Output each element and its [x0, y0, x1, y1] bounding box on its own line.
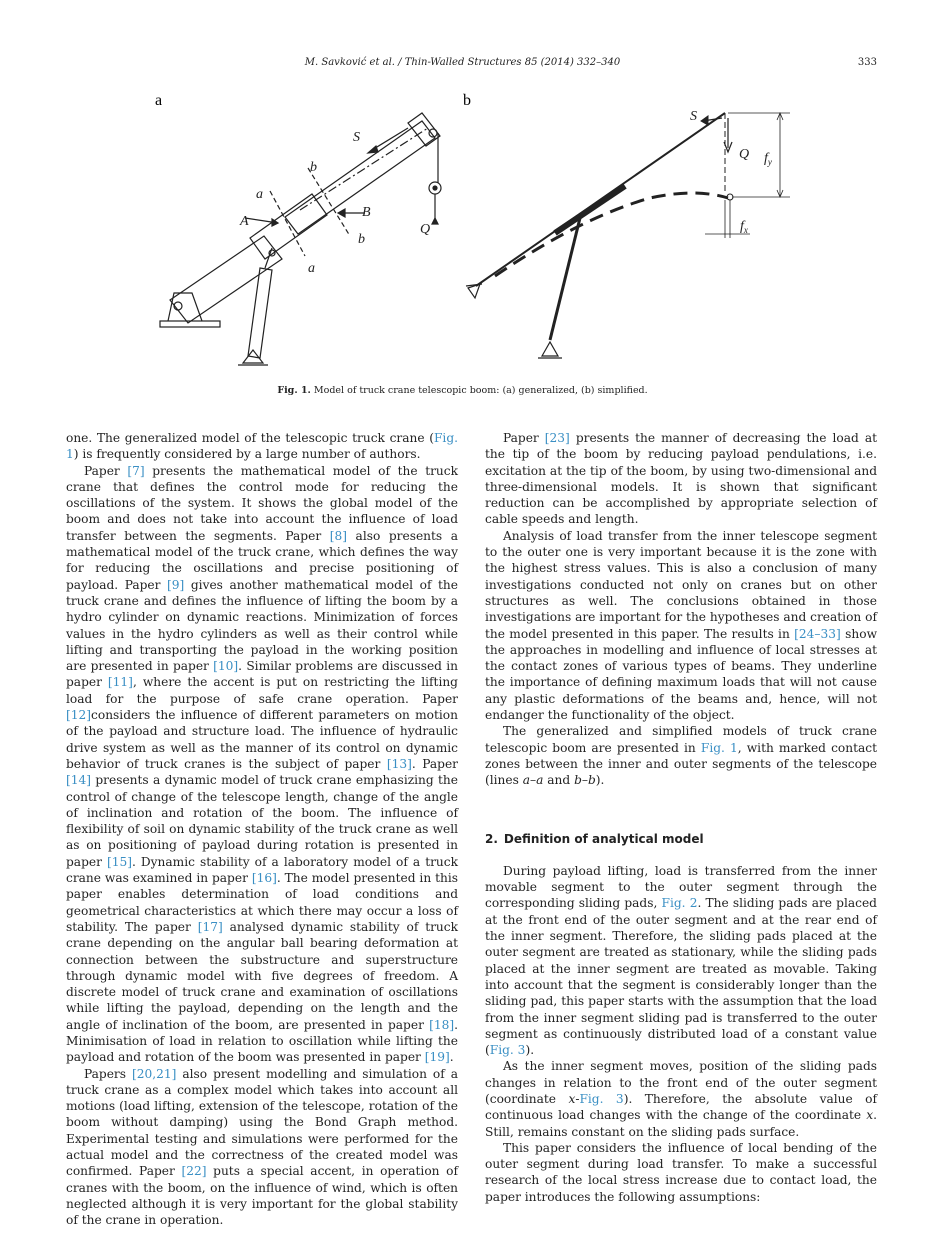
left-column [66, 430, 458, 1229]
math-variable: x [866, 1108, 874, 1123]
math-variable: x [568, 1091, 576, 1106]
paragraph: This paper considers the influence of local bending of the outer segment during load transfer. To make a successful research of the local stress increase due to contact load, the paper introduces the following assumptions: [485, 1140, 877, 1204]
paragraph: Analysis of load transfer from the inner telescope segment to the outer one is very important because it is the zone with the highest stress values. This is also a conclusion of many investigations conducted not only on cranes but on other structures as well. The conclusions obtained in those investigations are important for the hypotheses and creation of the model presented in this paper. The results in [24–33] show the approaches in modelling and influence of local stresses at the contact zones of various types of beams. They underline the importance of defining maximum loads that will not cause any plastic deformations of the beams and, hence, will not endanger the functionality of the object. [485, 528, 877, 723]
label-fx-sub: x [743, 225, 748, 235]
reference-link[interactable]: [18] [429, 1017, 455, 1032]
reference-link[interactable]: [15] [106, 854, 132, 869]
lift-cylinder [248, 268, 272, 358]
label-a-bottom: a [308, 261, 315, 276]
label-b-top: b [310, 160, 317, 175]
reference-link[interactable]: Fig. 3 [489, 1043, 526, 1058]
math-variable: a–a [522, 773, 544, 788]
reference-link[interactable]: Fig. 3 [579, 1091, 624, 1106]
svg-text:fy [764, 151, 772, 167]
deflected-boom [495, 193, 728, 276]
reference-link[interactable]: [23] [544, 431, 570, 445]
boom-axis [300, 128, 428, 210]
caption-label: Fig. 1. [277, 385, 311, 396]
reference-link[interactable]: Fig. 2 [661, 896, 698, 911]
figure-caption [0, 385, 925, 396]
label-B: B [362, 205, 371, 220]
reference-link[interactable]: Fig. 1 [66, 431, 458, 462]
panel-a-label: a [155, 92, 163, 109]
reference-link[interactable]: [20,21] [132, 1066, 177, 1081]
reference-link[interactable]: [14] [66, 773, 92, 788]
cylinder-support-b [542, 342, 558, 356]
reference-link[interactable]: [17] [197, 919, 223, 934]
crane-diagram [150, 88, 810, 378]
inner-segment [285, 121, 435, 234]
right-column [485, 430, 877, 1205]
force-arrow-S [372, 128, 408, 150]
reference-link[interactable]: Fig. 1 [700, 740, 738, 755]
reference-link[interactable]: [19] [424, 1050, 450, 1065]
label-S-b: S [690, 109, 697, 124]
section-number: 2. [485, 831, 498, 846]
label-fy-sub: y [767, 157, 772, 167]
label-b-bottom: b [358, 232, 365, 247]
running-header [0, 57, 925, 71]
running-head: M. Savković et al. / Thin-Walled Structures 85 (2014) 332–340 [304, 57, 621, 68]
label-fx: f [740, 219, 744, 234]
page-number: 333 [857, 57, 877, 68]
section-heading [485, 831, 877, 847]
panel-b-label: b [463, 92, 471, 109]
reference-link[interactable]: [12] [66, 708, 92, 723]
reference-link[interactable]: [7] [127, 463, 145, 478]
paragraph: The generalized and simplified models of truck crane telescopic boom are presented in Fig. 1, with marked contact zones between the inner and outer segments of the telescope (lines a–a and b–b). [485, 724, 877, 788]
cylinder-line [550, 218, 580, 340]
svg-text:fx [740, 219, 748, 235]
reference-link[interactable]: [10] [213, 659, 239, 674]
reference-link[interactable]: [24–33] [794, 626, 841, 641]
label-Q-a: Q [420, 222, 431, 237]
paragraph: one. The generalized model of the telescopic truck crane (Fig. 1) is frequently considered by a large number of authors. [66, 431, 458, 462]
paragraph: Papers [20,21] also present modelling and simulation of a truck crane as a complex model which takes into account all motions (load lifting, extension of the telescope, rotation of the boom without damping) using the Bond Graph method. Experimental testing and simulations were performed for the actual model and the correctness of the created model was confirmed. Paper [22] puts a special accent, in operation of cranes with the boom, on the influence of wind, which is often neglected although it is very important for the global stability of the crane in operation. [66, 1066, 459, 1228]
paragraph: Paper [7] presents the mathematical model of the truck crane that defines the control mode for reducing the oscillations of the system. It shows the global model of the boom and does not take into account the influence of load transfer between the segments. Paper [8] also presents a mathematical model of the truck crane, which defines the way for reducing the oscillations and precise positioning of payload. Paper [9] gives another mathematical model of the truck crane and defines the influence of lifting the boom by a hydro cylinder on dynamic reactions. Minimization of forces values in the hydro cylinders as well as their control while lifting and transporting the payload in the working position are presented in paper [10]. Similar problems are discussed in paper [11], where the accent is put on restricting the lifting load for the purpose of safe crane operation. Paper [12]considers the influence of different parameters on motion of the payload and structure load. The influence of hydraulic drive system as well as the manner of its control on dynamic behavior of truck cranes is the subject of paper [13]. Paper [14] presents a dynamic model of truck crane emphasizing the control of change of the telescope length, change of the angle of inclination and rotation of the boom. The influence of flexibility of soil on dynamic stability of the truck crane as well as on positioning of payload during rotation is presented in paper [15]. Dynamic stability of a laboratory model of a truck crane was examined in paper [16]. The model presented in this paper enables determination of load conditions and geometrical characteristics at which there may occur a loss of stability. The paper [17] analysed dynamic stability of truck crane depending on the angular ball bearing deformation at connection between the substructure and superstructure through dynamic model with five degrees of freedom. A discrete model of truck crane and examination of oscillations while lifting the payload, depending on the length and the angle of inclination of the boom, are presented in paper [18]. Minimisation of load in relation to oscillation while lifting the payload and rotation of the boom was presented in paper [19]. [66, 463, 459, 1065]
crane-generalized [160, 113, 441, 365]
reference-link[interactable]: [11] [107, 675, 133, 690]
reference-link[interactable]: [16] [251, 871, 277, 886]
paragraph: Paper [23] presents the manner of decreasing the load at the tip of the boom by reducing payload pendulations, i.e. excitation at the tip of the boom, by using two-dimensional and three-dimensional models. It is shown that significant reduction can be accomplished by appropriate selection of cable speeds and length. [485, 431, 877, 527]
figure-1 [150, 88, 810, 378]
reference-link[interactable]: [9] [167, 577, 185, 592]
reference-link[interactable]: [22] [181, 1164, 207, 1179]
reference-link[interactable]: [13] [386, 756, 412, 771]
section-title: Definition of analytical model [503, 831, 704, 846]
hook-arrow [432, 218, 438, 224]
label-Q-b: Q [739, 147, 750, 162]
math-variable: b–b [574, 773, 596, 788]
outer-segment [170, 236, 282, 323]
paragraph: As the inner segment moves, position of the sliding pads changes in relation to the front end of the outer segment (coordinate x-Fig. 3). Therefore, the absolute value of continuous load changes with the change of the coordinate x. Still, remains constant on the sliding pads surface. [485, 1059, 877, 1139]
label-S-a: S [353, 130, 360, 145]
label-a-top: a [256, 187, 263, 202]
label-A: A [240, 214, 249, 229]
paragraph: During payload lifting, load is transferred from the inner movable segment to the outer segment through the corresponding sliding pads, Fig. 2. The sliding pads are placed at the front end of the outer segment and at the rear end of the inner segment. Therefore, the sliding pads placed at the outer segment are treated as stationary, while the sliding pads placed at the inner segment are treated as movable. Taking into account that the segment is considerably longer than the sliding pad, this paper starts with the assumption that the load from the inner segment sliding pad is transferred to the outer segment as continuously distributed load of a constant value (Fig. 3). [485, 863, 877, 1058]
caption-text: Model of truck crane telescopic boom: (a) generalized, (b) simplified. [313, 385, 648, 396]
label-fy: f [764, 151, 768, 166]
reference-link[interactable]: [8] [329, 528, 347, 543]
